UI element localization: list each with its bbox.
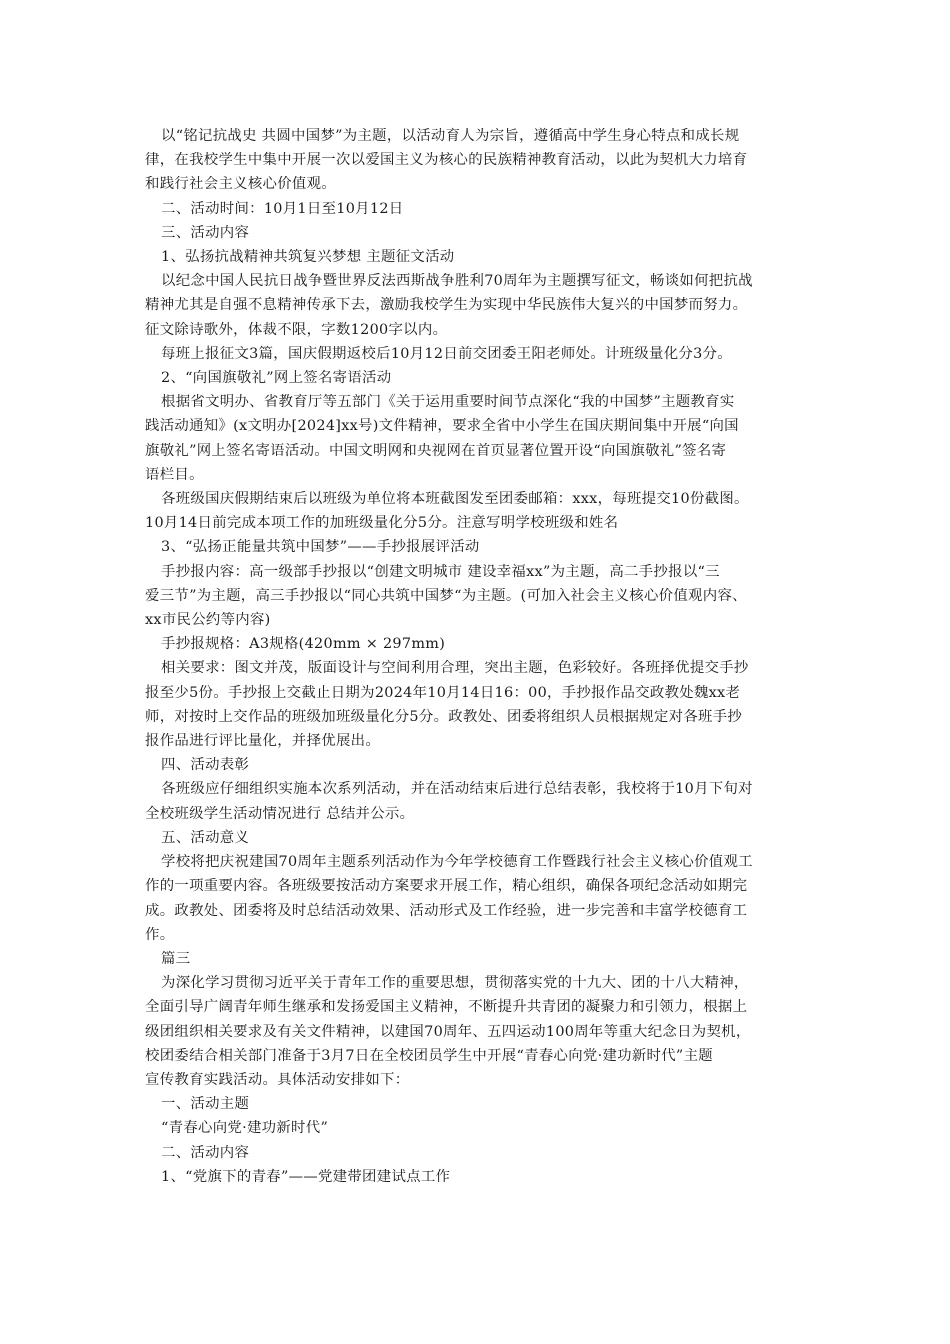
text-line: 10月14日前完成本项工作的加班级量化分5分。注意写明学校班级和姓名 <box>145 515 619 532</box>
text-line: 和践行社会主义核心价值观。 <box>145 176 336 193</box>
text-line: 各班级应仔细组织实施本次系列活动，并在活动结束后进行总结表彰，我校将于10月下旬对 <box>161 781 753 798</box>
section-heading: 二、活动内容 <box>161 1144 250 1161</box>
text-line: 报作品进行评比量化，并择优展出。 <box>145 733 381 750</box>
text-line: 学校将把庆祝建国70周年主题系列活动作为今年学校德育工作暨践行社会主义核心价值观工 <box>161 854 753 871</box>
section-heading: 一、活动主题 <box>161 1096 250 1113</box>
text-line: 校团委结合相关部门准备于3月7日在全校团员学生中开展“青春心向党·建功新时代”主题 <box>145 1047 713 1064</box>
section-heading: 五、活动意义 <box>161 829 250 846</box>
text-line: 宣传教育实践活动。具体活动安排如下： <box>145 1071 410 1088</box>
text-line: 以“铭记抗战史 共圆中国梦”为主题，以活动育人为宗旨，遵循高中学生身心特点和成长规 <box>161 128 740 144</box>
text-line: 语栏目。 <box>145 466 204 483</box>
text-line: 手抄报规格：A3规格(420mm × 297mm) <box>161 636 446 653</box>
text-line: 相关要求：图文并茂，版面设计与空间利用合理，突出主题，色彩较好。各班择优提交手抄 <box>161 660 749 677</box>
sub-heading: 2、“向国旗敬礼”网上签名寄语活动 <box>161 370 392 387</box>
section-heading: 二、活动时间：10月1日至10月12日 <box>161 200 404 217</box>
sub-heading: 3、“弘扬正能量共筑中国梦”——手抄报展评活动 <box>161 539 480 556</box>
text-line: 律，在我校学生中集中开展一次以爱国主义为核心的民族精神教育活动，以此为契机大力培育 <box>145 152 748 169</box>
text-line: 师，对按时上交作品的班级加班级量化分5分。政教处、团委将组织人员根据规定对各班手抄 <box>145 708 743 725</box>
text-line: 报至少5份。手抄报上交截止日期为2024年10月14日16：00，手抄报作品交政教处魏xx老 <box>145 684 741 701</box>
text-line: 践活动通知》(x文明办[2024]xx号)文件精神，要求全省中小学生在国庆期间集中开展“向国 <box>145 418 739 435</box>
text-line: 作的一项重要内容。各班级要按活动方案要求开展工作，精心组织，确保各项纪念活动如期完 <box>145 878 748 895</box>
section-heading: 四、活动表彰 <box>161 757 250 774</box>
sub-heading: 1、弘扬抗战精神共筑复兴梦想 主题征文活动 <box>161 249 455 266</box>
theme-line: “青春心向党·建功新时代” <box>161 1120 329 1137</box>
document-body <box>145 124 815 1189</box>
text-line: 手抄报内容：高一级部手抄报以“创建文明城市 建设幸福xx”为主题，高二手抄报以“三 <box>161 563 720 580</box>
part-heading: 篇三 <box>161 950 191 967</box>
text-line: 全校班级学生活动情况进行 总结并公示。 <box>145 805 415 822</box>
text-line: 为深化学习贯彻习近平关于青年工作的重要思想，贯彻落实党的十九大、团的十八大精神， <box>161 975 749 992</box>
text-line: 全面引导广阔青年师生继承和发扬爱国主义精神，不断提升共青团的凝聚力和引领力，根据上 <box>145 999 748 1016</box>
text-line: 根据省文明办、省教育厅等五部门《关于运用重要时间节点深化“我的中国梦”主题教育实 <box>161 394 735 411</box>
text-line: 级团组织相关要求及有关文件精神，以建国70周年、五四运动100周年等重大纪念日为契机， <box>145 1023 751 1040</box>
text-line: 旗敬礼”网上签名寄语活动。中国文明网和央视网在首页显著位置开设“向国旗敬礼”签名寄 <box>145 442 727 459</box>
text-line: 以纪念中国人民抗日战争暨世界反法西斯战争胜利70周年为主题撰写征文，畅谈如何把抗战 <box>161 273 753 290</box>
text-line: 爱三节”为主题，高三手抄报以“同心共筑中国梦“为主题。(可加入社会主义核心价值观内容、 <box>145 587 747 604</box>
text-line: 各班级国庆假期结束后以班级为单位将本班截图发至团委邮箱：xxx，每班提交10份截图。 <box>161 491 749 508</box>
text-line: 作。 <box>145 926 175 943</box>
text-line: 精神尤其是自强不息精神传承下去，激励我校学生为实现中华民族伟大复兴的中国梦而努力。 <box>145 297 748 314</box>
sub-heading: 1、“党旗下的青春”——党建带团建试点工作 <box>161 1168 451 1185</box>
text-line: 成。政教处、团委将及时总结活动效果、活动形式及工作经验，进一步完善和丰富学校德育工 <box>145 902 748 919</box>
text-line: 征文除诗歌外，体裁不限，字数1200字以内。 <box>145 321 448 338</box>
text-line: 每班上报征文3篇，国庆假期返校后10月12日前交团委王阳老师处。计班级量化分3分。 <box>161 345 732 362</box>
text-line: xx市民公约等内容) <box>145 612 271 629</box>
section-heading: 三、活动内容 <box>161 224 250 241</box>
